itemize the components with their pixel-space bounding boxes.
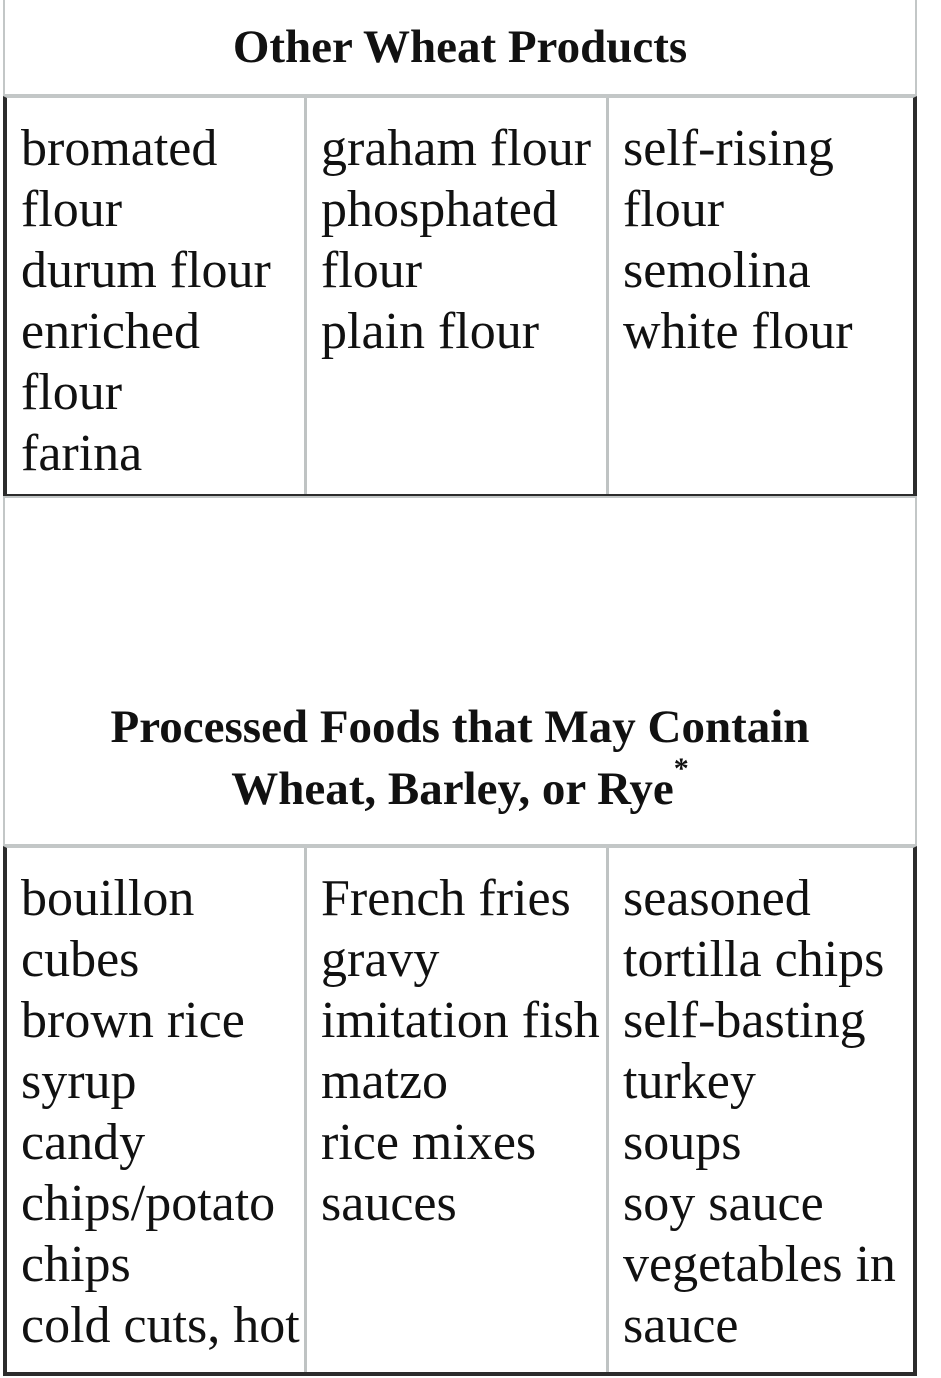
list-item: plain flour	[321, 303, 540, 360]
list-item: self-rising	[623, 120, 834, 177]
list-item: soy sauce	[623, 1175, 824, 1232]
list-item: seasoned	[623, 870, 811, 927]
column-2	[307, 98, 609, 494]
list-item: soups	[623, 1114, 742, 1171]
list-item: matzo	[321, 1053, 449, 1110]
list-item: tortilla chips	[623, 931, 885, 988]
list-item: turkey	[623, 1053, 756, 1110]
list-item: sauce	[623, 1297, 739, 1354]
section-title-text: Other Wheat Products	[232, 21, 688, 73]
list-item: flour	[21, 364, 123, 421]
list-item: chips/potato	[21, 1175, 276, 1232]
list-item: flour	[623, 181, 725, 238]
section-title-block	[111, 696, 810, 820]
list-item: farina	[21, 425, 143, 482]
list-item: brown rice	[21, 992, 245, 1049]
section-title-line-2	[111, 752, 810, 820]
list-item: bouillon	[21, 870, 195, 927]
list-item: durum flour	[21, 242, 271, 299]
other-wheat-products-table	[3, 96, 917, 498]
column-3	[609, 98, 913, 494]
list-item: syrup	[21, 1053, 137, 1110]
list-item: semolina	[623, 242, 811, 299]
list-item: white flour	[623, 303, 853, 360]
list-item: chips	[21, 1236, 131, 1293]
list-item: candy	[21, 1114, 146, 1171]
footnote-marker: *	[673, 752, 689, 785]
column-1	[7, 848, 307, 1372]
list-item: vegetables in	[623, 1236, 896, 1293]
section-title-other-wheat-products	[3, 0, 917, 96]
list-item: bromated	[21, 120, 218, 177]
section-title-line-2-text: Wheat, Barley, or Rye	[231, 763, 674, 815]
list-item: rice mixes	[321, 1114, 537, 1171]
column-1	[7, 98, 307, 494]
list-item: graham flour	[321, 120, 592, 177]
list-item: sauces	[321, 1175, 457, 1232]
list-item: flour	[321, 242, 423, 299]
processed-foods-table	[3, 846, 917, 1376]
list-item: enriched	[21, 303, 201, 360]
list-item: French fries	[321, 870, 571, 927]
list-item: self-basting	[623, 992, 866, 1049]
section-title-processed-foods	[3, 496, 917, 846]
column-2	[307, 848, 609, 1372]
list-item: cold cuts, hot	[21, 1297, 300, 1354]
list-item: imitation fish	[321, 992, 600, 1049]
column-3	[609, 848, 913, 1372]
section-title-line-1: Processed Foods that May Contain	[110, 701, 810, 753]
list-item: phosphated	[321, 181, 558, 238]
list-item: gravy	[321, 931, 440, 988]
list-item: cubes	[21, 931, 140, 988]
list-item: flour	[21, 181, 123, 238]
